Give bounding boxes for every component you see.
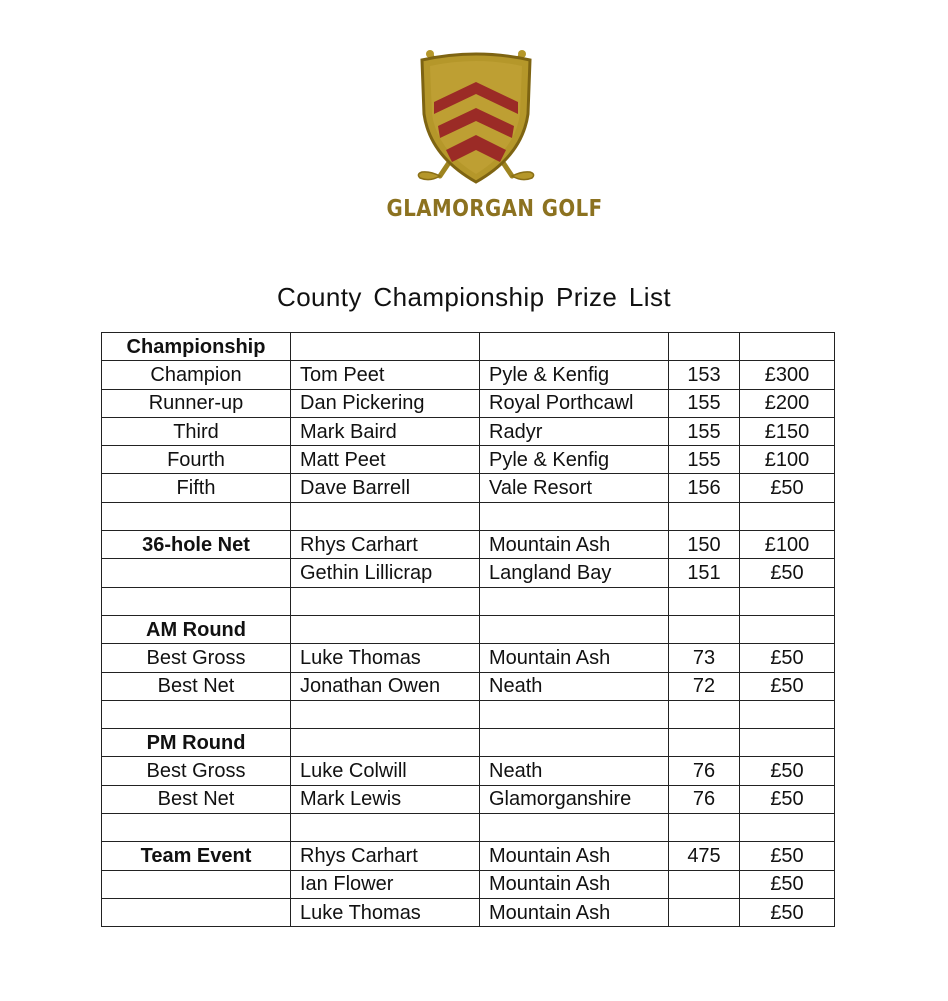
table-row (102, 842, 835, 870)
prize-amount-cell (740, 587, 835, 615)
club-name-cell (480, 502, 669, 530)
prize-amount-cell (740, 814, 835, 842)
score-cell (669, 700, 740, 728)
score-cell: 153 (669, 361, 740, 389)
prize-amount-cell (740, 700, 835, 728)
table-row (102, 870, 835, 898)
club-name-cell: Radyr (480, 417, 669, 445)
player-name-cell: Luke Thomas (291, 644, 480, 672)
table-row (102, 672, 835, 700)
player-name-cell: Tom Peet (291, 361, 480, 389)
score-cell (669, 814, 740, 842)
player-name-cell (291, 333, 480, 361)
prize-amount-cell: £100 (740, 531, 835, 559)
score-cell: 150 (669, 531, 740, 559)
player-name-cell: Luke Thomas (291, 898, 480, 926)
prize-category-cell: Best Net (102, 785, 291, 813)
prize-amount-cell: £100 (740, 446, 835, 474)
prize-amount-cell: £300 (740, 361, 835, 389)
table-row (102, 814, 835, 842)
score-cell: 76 (669, 757, 740, 785)
club-name-cell (480, 615, 669, 643)
prize-amount-cell: £50 (740, 474, 835, 502)
prize-category-cell (102, 814, 291, 842)
player-name-cell: Dan Pickering (291, 389, 480, 417)
prize-amount-cell (740, 333, 835, 361)
score-cell: 76 (669, 785, 740, 813)
player-name-cell: Rhys Carhart (291, 531, 480, 559)
player-name-cell: Luke Colwill (291, 757, 480, 785)
table-row (102, 615, 835, 643)
player-name-cell: Mark Baird (291, 417, 480, 445)
club-name-cell: Vale Resort (480, 474, 669, 502)
player-name-cell (291, 587, 480, 615)
score-cell: 156 (669, 474, 740, 502)
prize-category-cell: Fifth (102, 474, 291, 502)
club-name-cell: Glamorganshire (480, 785, 669, 813)
score-cell (669, 587, 740, 615)
table-row (102, 361, 835, 389)
prize-amount-cell (740, 502, 835, 530)
prize-amount-cell: £50 (740, 785, 835, 813)
table-row (102, 502, 835, 530)
prize-category-cell: Best Gross (102, 644, 291, 672)
club-name-cell: Langland Bay (480, 559, 669, 587)
prize-category-cell: 36-hole Net (102, 531, 291, 559)
prize-category-cell: Runner-up (102, 389, 291, 417)
prize-category-cell: Third (102, 417, 291, 445)
score-cell: 151 (669, 559, 740, 587)
prize-amount-cell: £50 (740, 842, 835, 870)
prize-category-cell (102, 898, 291, 926)
table-row (102, 729, 835, 757)
prize-list-body (102, 333, 835, 927)
table-row (102, 333, 835, 361)
table-row (102, 757, 835, 785)
club-name-cell: Mountain Ash (480, 531, 669, 559)
table-row (102, 531, 835, 559)
score-cell: 155 (669, 389, 740, 417)
prize-list-table (101, 332, 835, 927)
club-name-cell: Mountain Ash (480, 842, 669, 870)
prize-amount-cell (740, 615, 835, 643)
player-name-cell: Rhys Carhart (291, 842, 480, 870)
score-cell (669, 615, 740, 643)
player-name-cell (291, 502, 480, 530)
table-row (102, 559, 835, 587)
club-name-cell: Pyle & Kenfig (480, 361, 669, 389)
golf-shield-icon (372, 44, 580, 194)
score-cell (669, 502, 740, 530)
player-name-cell: Dave Barrell (291, 474, 480, 502)
score-cell: 73 (669, 644, 740, 672)
score-cell: 475 (669, 842, 740, 870)
club-name-cell: Royal Porthcawl (480, 389, 669, 417)
prize-category-cell (102, 587, 291, 615)
player-name-cell (291, 615, 480, 643)
player-name-cell: Jonathan Owen (291, 672, 480, 700)
club-name-cell: Mountain Ash (480, 870, 669, 898)
prize-amount-cell: £200 (740, 389, 835, 417)
table-row (102, 700, 835, 728)
page-title: County Championship Prize List (277, 282, 671, 312)
table-row (102, 644, 835, 672)
club-name-cell: Mountain Ash (480, 644, 669, 672)
prize-category-cell: PM Round (102, 729, 291, 757)
club-name-cell: Neath (480, 672, 669, 700)
score-cell (669, 870, 740, 898)
prize-amount-cell: £50 (740, 757, 835, 785)
table-row (102, 389, 835, 417)
score-cell (669, 333, 740, 361)
club-name-cell (480, 333, 669, 361)
club-name-cell: Pyle & Kenfig (480, 446, 669, 474)
player-name-cell: Mark Lewis (291, 785, 480, 813)
prize-category-cell: AM Round (102, 615, 291, 643)
club-name-cell: Neath (480, 757, 669, 785)
prize-amount-cell: £150 (740, 417, 835, 445)
prize-amount-cell (740, 729, 835, 757)
prize-category-cell: Champion (102, 361, 291, 389)
score-cell: 155 (669, 446, 740, 474)
table-row (102, 446, 835, 474)
score-cell: 155 (669, 417, 740, 445)
club-name-cell (480, 729, 669, 757)
prize-amount-cell: £50 (740, 644, 835, 672)
prize-amount-cell: £50 (740, 672, 835, 700)
club-name-cell (480, 587, 669, 615)
prize-amount-cell: £50 (740, 559, 835, 587)
prize-amount-cell: £50 (740, 898, 835, 926)
score-cell: 72 (669, 672, 740, 700)
player-name-cell (291, 814, 480, 842)
club-name-cell (480, 814, 669, 842)
prize-category-cell: Fourth (102, 446, 291, 474)
logo-text: GLAMORGAN GOLF (386, 196, 603, 222)
player-name-cell: Matt Peet (291, 446, 480, 474)
club-name-cell (480, 700, 669, 728)
prize-category-cell: Best Net (102, 672, 291, 700)
prize-category-cell (102, 700, 291, 728)
prize-amount-cell: £50 (740, 870, 835, 898)
player-name-cell (291, 729, 480, 757)
table-row (102, 474, 835, 502)
prize-category-cell: Best Gross (102, 757, 291, 785)
player-name-cell: Gethin Lillicrap (291, 559, 480, 587)
glamorgan-golf-logo (372, 44, 603, 234)
prize-category-cell (102, 502, 291, 530)
club-name-cell: Mountain Ash (480, 898, 669, 926)
table-row (102, 417, 835, 445)
prize-category-cell (102, 559, 291, 587)
prize-category-cell: Team Event (102, 842, 291, 870)
score-cell (669, 729, 740, 757)
score-cell (669, 898, 740, 926)
table-row (102, 587, 835, 615)
table-row (102, 785, 835, 813)
table-row (102, 898, 835, 926)
prize-category-cell: Championship (102, 333, 291, 361)
player-name-cell: Ian Flower (291, 870, 480, 898)
player-name-cell (291, 700, 480, 728)
prize-category-cell (102, 870, 291, 898)
